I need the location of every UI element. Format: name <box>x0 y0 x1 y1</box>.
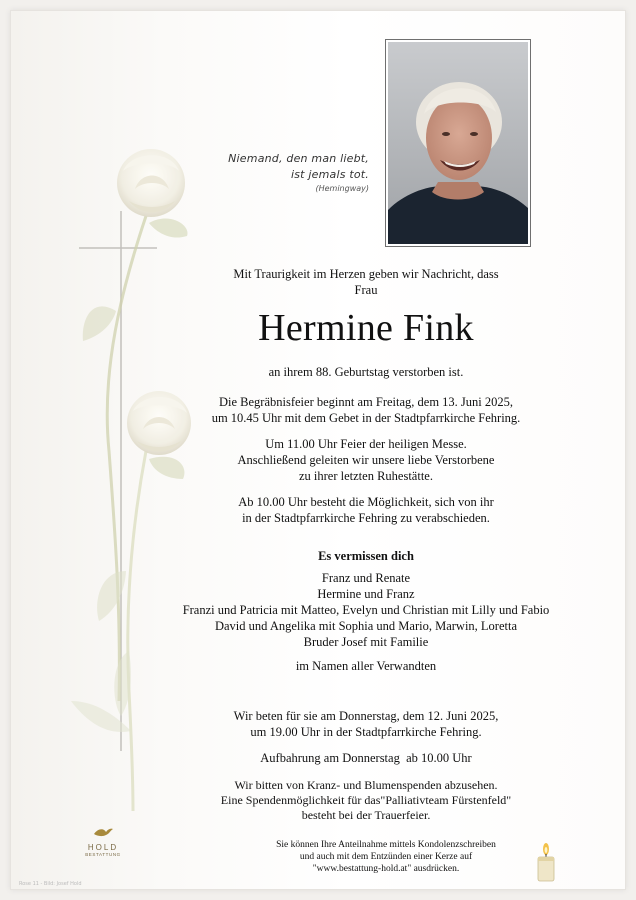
mass-line: Anschließend geleiten wir unsere liebe Verstorbene <box>237 453 495 467</box>
quote-author: (Hemingway) <box>315 184 369 193</box>
funeral-line: um 10.45 Uhr mit dem Gebet in der Stadtpfarrkirche Fehring. <box>211 411 521 425</box>
relative-line: Hermine und Franz <box>317 587 415 601</box>
footer-line: Sie können Ihre Anteilnahme mittels Kondolenzschreiben <box>276 840 496 850</box>
obituary-card <box>10 10 626 890</box>
logo-subtitle: BESTATTUNG <box>85 852 121 857</box>
quote-line: Niemand, den man liebt, <box>228 152 369 165</box>
deceased-name: Hermine Fink <box>258 307 474 349</box>
donation-line: Wir bitten von Kranz- und Blumenspenden abzusehen. <box>234 778 498 792</box>
announcement-text <box>161 266 571 823</box>
candle-icon <box>535 843 557 883</box>
condolence-footer <box>231 839 541 875</box>
on-behalf-line: im Namen aller Verwandten <box>295 659 437 673</box>
portrait-photo <box>388 42 528 244</box>
relative-line: Bruder Josef mit Familie <box>303 635 429 649</box>
funeral-home-logo <box>79 825 127 858</box>
funeral-info <box>161 394 571 426</box>
relatives-list <box>161 570 571 650</box>
mass-line: Um 11.00 Uhr Feier der heiligen Messe. <box>265 437 467 451</box>
farewell-line: in der Stadtpfarrkirche Fehring zu verabschieden. <box>242 511 490 525</box>
relative-line: Franzi und Patricia mit Matteo, Evelyn und Christian mit Lilly und Fabio <box>182 603 550 617</box>
donation-line: Eine Spendenmöglichkeit für das"Palliativteam Fürstenfeld" <box>220 793 512 807</box>
donation-line: besteht bei der Trauerfeier. <box>301 808 431 822</box>
image-credit: Rose 11 - Bild: Josef Hold <box>19 881 82 887</box>
mourners-title: Es vermissen dich <box>318 549 414 563</box>
farewell-info <box>161 494 571 526</box>
funeral-line: Die Begräbnisfeier beginnt am Freitag, dem 13. Juni 2025, <box>218 395 514 409</box>
footer-line: und auch mit dem Entzünden einer Kerze auf <box>299 852 473 862</box>
quote-line: ist jemals tot. <box>290 168 369 181</box>
donation-info <box>161 778 571 823</box>
farewell-line: Ab 10.00 Uhr besteht die Möglichkeit, sich von ihr <box>238 495 494 509</box>
viewing-info: Aufbahrung am Donnerstag ab 10.00 Uhr <box>260 751 472 765</box>
relative-line: David und Angelika mit Sophia und Mario, Marwin, Loretta <box>214 619 518 633</box>
logo-name: HOLD <box>87 843 119 852</box>
dove-icon <box>92 826 114 838</box>
relative-line: Franz und Renate <box>321 571 411 585</box>
intro-line: Mit Traurigkeit im Herzen geben wir Nachricht, dass <box>233 267 499 281</box>
footer-line: "www.bestattung-hold.at" ausdrücken. <box>312 864 460 874</box>
rose-top <box>117 149 185 217</box>
quote-block <box>211 151 369 195</box>
age-line: an ihrem 88. Geburtstag verstorben ist. <box>268 365 464 379</box>
mass-line: zu ihrer letzten Ruhestätte. <box>299 469 433 483</box>
portrait-photo-frame <box>385 39 531 247</box>
mass-info <box>161 436 571 484</box>
intro-line: Frau <box>354 283 378 297</box>
intro <box>161 266 571 298</box>
prayer-line: Wir beten für sie am Donnerstag, dem 12. Juni 2025, <box>233 709 499 723</box>
prayer-line: um 19.00 Uhr in der Stadtpfarrkirche Fehring. <box>250 725 482 739</box>
prayer-info <box>161 708 571 740</box>
